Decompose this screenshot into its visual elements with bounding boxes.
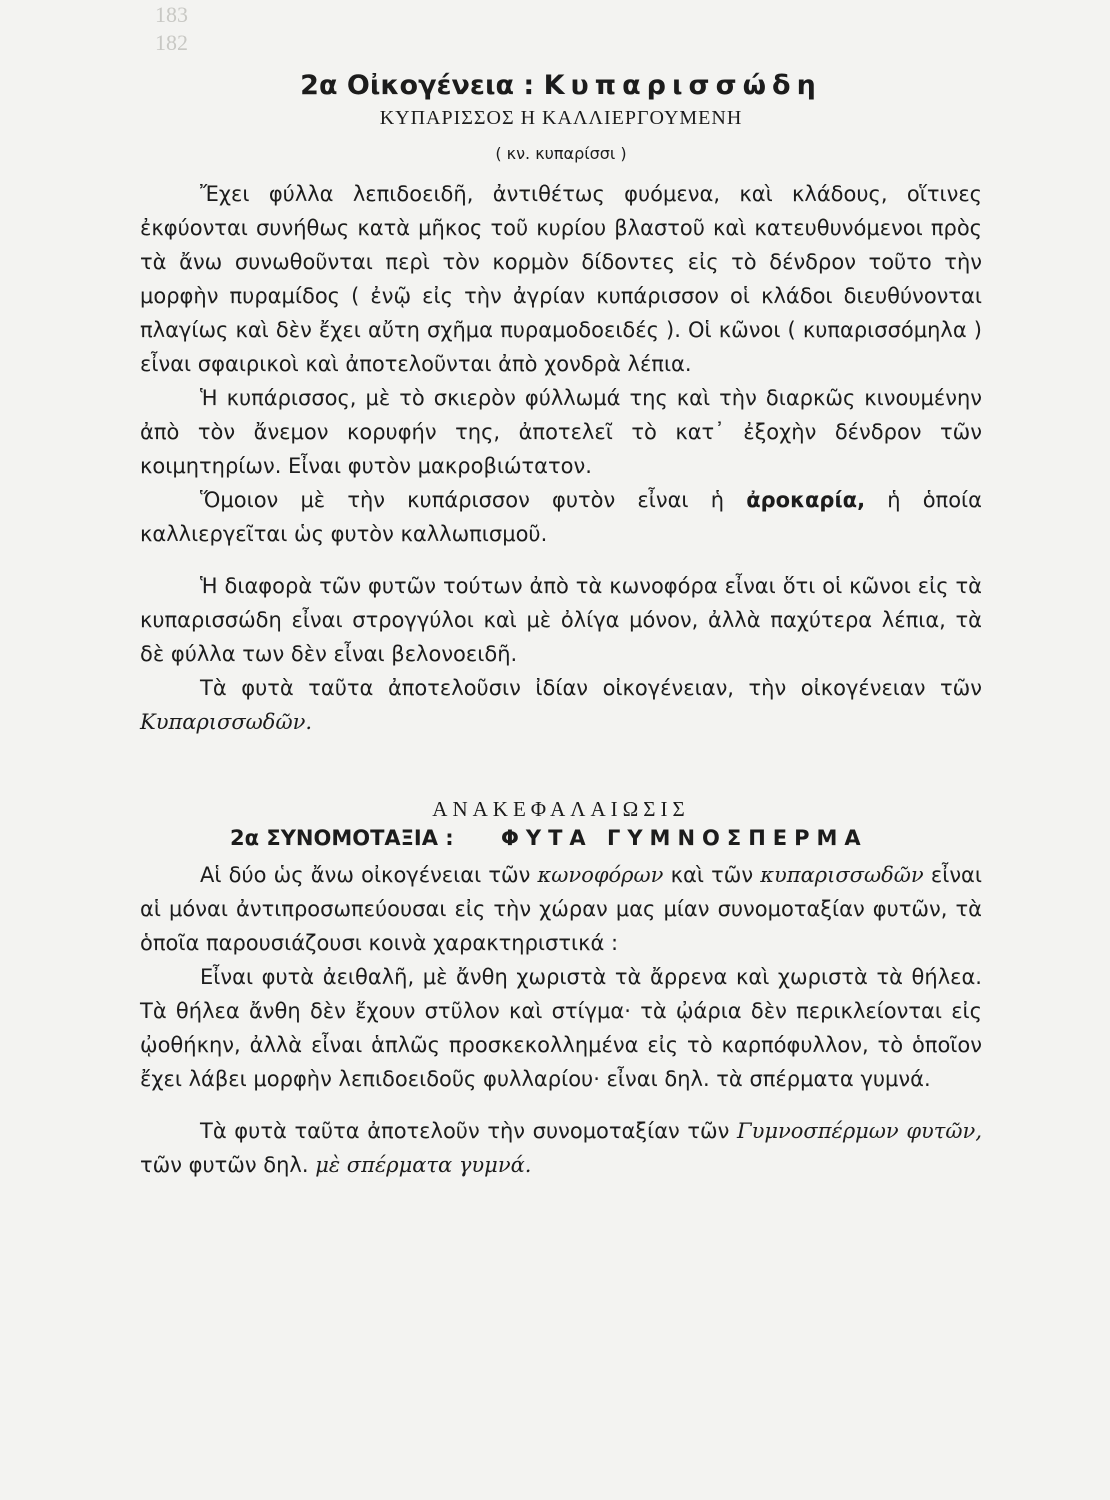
summary-text: εἶναι αἱ μόναι ἀντιπροσωπεύουσαι εἰς τὴν χώραν μας μίαν συνομοταξίαν φυτῶν, τὰ ὁποῖα παρουσιάζουσι κοινὰ χαρακτηριστικά : [140,863,983,955]
paragraph-cemetery: Ἡ κυπάρισσος, μὲ τὸ σκιερὸν φύλλωμά της καὶ τὴν διαρκῶς κινουμένην ἀπὸ τὸν ἄνεμον κορυφήν της, ἀποτελεῖ τὸ κατ᾿ ἐξοχὴν δένδρον τῶν κοιμητηρίων. Εἶναι φυτὸν μακροβιώτατον. [140,386,982,478]
paragraph-leaves: Ἔχει φύλλα λεπιδοειδῆ, ἀντιθέτως φυόμενα, καὶ κλάδους, οἵτινες ἐκφύονται συνήθως κατὰ μῆκος τοῦ κυρίου βλαστοῦ καὶ κατευθυνόμενοι πρὸς τὰ ἄνω συνωθοῦνται περὶ τὸν κορμὸν δίδοντες εἰς τὸ δένδρον τοῦτο τὴν μορφὴν πυραμίδος ( ἐνῷ εἰς τὴν ἀγρίαν κυπάρισσον οἱ κλάδοι διευθύνονται πλαγίως καὶ δὲν ἔχει αὔτη σχῆμα πυραμοδοειδές ). Οἱ κῶνοι ( κυπαρισσόμηλα ) εἶναι σφαιρικοὶ καὶ ἀποτελοῦνται ἀπὸ χονδρὰ λέπια. [140,182,982,376]
summary-term-gymnosperms: Γυμνοσπέρμων φυτῶν, [737,1119,982,1143]
page-number-bleed: 183 [155,2,188,27]
summary-term-naked-seeds: μὲ σπέρματα γυμνά. [315,1153,532,1177]
araucaria-term: ἀροκαρία, [746,488,866,512]
araucaria-text-before: Ὅμοιον μὲ τὴν κυπάρισσον φυτὸν εἶναι ἡ [200,488,747,512]
family-term: Κυπαρισσωδῶν. [140,710,313,734]
summary-text: Αἱ δύο ὡς ἄνω οἰκογένειαι τῶν [200,863,538,887]
family-name: Κυπαρισσώδη [543,70,822,101]
summary-term-conifers: κωνοφόρων [537,863,664,887]
family-heading [140,70,982,101]
araucaria-text-after: ἡ ὁποία καλλιεργεῖται ὡς φυτὸν καλλωπισμοῦ. [140,488,982,546]
common-name: ( κν. κυπαρίσσι ) [495,144,627,163]
summary-text: καὶ τῶν [663,863,761,887]
page-number-second: 182 [155,30,188,55]
paragraph-family [140,671,982,739]
summary-title: ΑΝΑΚΕΦΑΛΑΙΩΣΙΣ [432,797,690,821]
summary-text: Τὰ φυτὰ ταῦτα ἀποτελοῦν τὴν συνομοταξίαν τῶν [200,1119,738,1143]
family-prefix: 2α Οἰκογένεια : [300,70,535,101]
summary-paragraph-gymnosperms [140,1114,982,1182]
summary-text: τῶν φυτῶν δηλ. [140,1153,316,1177]
paragraph-difference: Ἡ διαφορὰ τῶν φυτῶν τούτων ἀπὸ τὰ κωνοφόρα εἶναι ὅτι οἱ κῶνοι εἰς τὰ κυπαρισσώδη εἶναι στρογγύλοι καὶ μὲ ὀλίγα μόνον, ἀλλὰ παχύτερα λέπια, τὰ δὲ φύλλα των δὲν εἶναι βελονοειδῆ. [140,574,982,666]
family-text: Τὰ φυτὰ ταῦτα ἀποτελοῦσιν ἰδίαν οἰκογένειαν, τὴν οἰκογένειαν τῶν [200,676,982,700]
paragraph-araucaria [140,483,982,551]
division-name: ΦΥΤΑ ΓΥΜΝΟΣΠΕΡΜΑ [501,826,868,850]
page-content [140,60,982,1182]
summary-paragraph-families [140,858,982,960]
summary-paragraph-characteristics: Εἶναι φυτὰ ἀειθαλῆ, μὲ ἄνθη χωριστὰ τὰ ἄρρενα καὶ χωριστὰ τὰ θήλεα. Τὰ θήλεα ἄνθη δὲν ἔχουν στῦλον καὶ στίγμα· τὰ ᾠάρια δὲν περικλείονται εἰς ᾠοθήκην, ἀλλὰ εἶναι ἁπλῶς προσκεκολλημένα εἰς τὸ καρπόφυλλον, τὸ ὁποῖον ἔχει λάβει μορφὴν λεπιδοειδοῦς φυλλαρίου· εἶναι δηλ. τὰ σπέρματα γυμνά. [140,965,982,1091]
species-title: ΚΥΠΑΡΙΣΣΟΣ Η ΚΑΛΛΙΕΡΓΟΥΜΕΝΗ [379,107,743,129]
division-heading [230,826,982,850]
summary-term-cypresses: κυπαρισσωδῶν [760,863,924,887]
division-label: 2α ΣΥΝΟΜΟΤΑΞΙΑ : [230,826,454,850]
